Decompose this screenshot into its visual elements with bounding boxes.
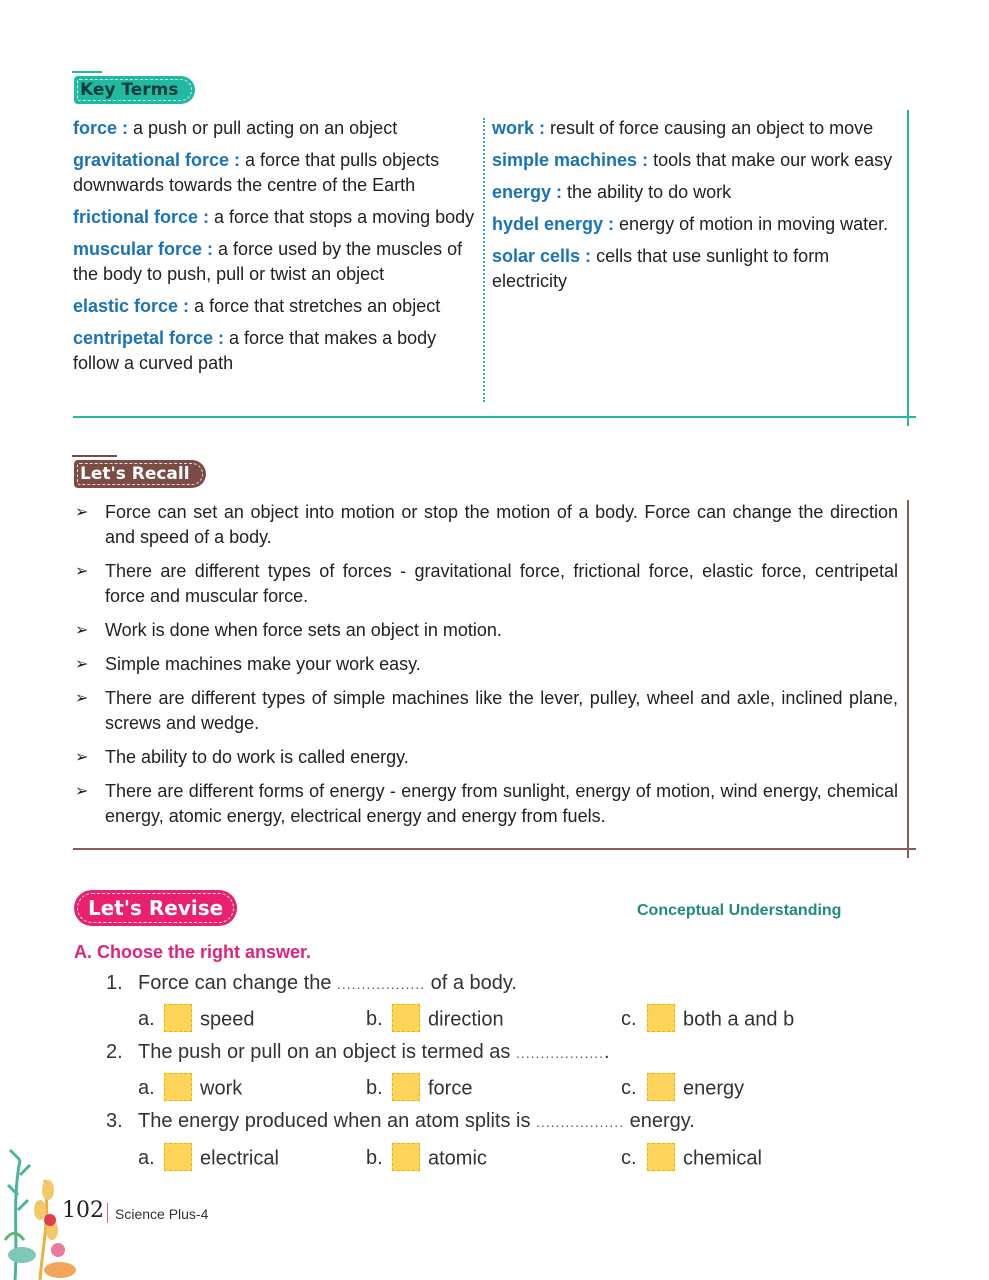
- key-term: force :: [73, 118, 129, 138]
- answer-checkbox[interactable]: [392, 1143, 420, 1171]
- answer-checkbox[interactable]: [164, 1073, 192, 1101]
- option-text: electrical: [200, 1147, 279, 1170]
- category-label: Conceptual Understanding: [637, 902, 842, 919]
- answer-blank: ..................: [516, 1045, 605, 1061]
- key-term: simple machines :: [492, 150, 649, 170]
- key-term-item: [492, 180, 902, 205]
- key-term-item: [73, 294, 478, 319]
- option-letter: b.: [366, 1077, 383, 1100]
- option-text: energy: [683, 1077, 745, 1100]
- key-term-item: [492, 212, 902, 237]
- key-terms-right-column: [492, 116, 902, 301]
- answer-blank: ..................: [337, 976, 426, 992]
- key-term-item: [73, 148, 478, 198]
- option-letter: a.: [138, 1077, 155, 1100]
- key-term: hydel energy :: [492, 214, 615, 234]
- question-text: energy.: [624, 1110, 695, 1132]
- frame-line: [907, 110, 909, 426]
- arrow-bullet-icon: ➢: [75, 504, 89, 521]
- option-letter: c.: [621, 1008, 637, 1031]
- answer-option[interactable]: [621, 1006, 794, 1034]
- key-term-definition: the ability to do work: [562, 182, 732, 202]
- recall-list: [73, 500, 898, 838]
- arrow-bullet-icon: ➢: [75, 563, 89, 580]
- answer-checkbox[interactable]: [647, 1073, 675, 1101]
- question: [106, 1110, 695, 1133]
- key-term-item: [73, 205, 478, 230]
- recall-text: The ability to do work is called energy.: [105, 747, 409, 767]
- option-text: speed: [200, 1008, 255, 1031]
- plant-illustration-icon: [0, 1100, 80, 1280]
- question-number: 1.: [106, 972, 123, 994]
- list-item: [73, 559, 898, 609]
- frame-line: [907, 500, 909, 858]
- key-terms-left-column: [73, 116, 478, 383]
- option-letter: b.: [366, 1008, 383, 1031]
- option-text: chemical: [683, 1147, 762, 1170]
- option-text: atomic: [428, 1147, 487, 1170]
- question-text: Force can change the: [138, 972, 338, 994]
- list-item: [73, 745, 898, 770]
- answer-checkbox[interactable]: [647, 1143, 675, 1171]
- option-letter: c.: [621, 1077, 637, 1100]
- question-text: of a body.: [425, 972, 517, 994]
- key-term-definition: a push or pull acting on an object: [128, 118, 398, 138]
- recall-text: Force can set an object into motion or stop the motion of a body. Force can change the direction and speed of a body.: [105, 502, 898, 547]
- option-letter: a.: [138, 1008, 155, 1031]
- question-number: 2.: [106, 1041, 123, 1063]
- recall-text: There are different types of simple machines like the lever, pulley, wheel and axle, inclined plane, screws and wedge.: [105, 688, 898, 733]
- key-term: work :: [492, 118, 546, 138]
- frame-line: [73, 848, 916, 850]
- arrow-bullet-icon: ➢: [75, 749, 89, 766]
- answer-option[interactable]: [138, 1075, 242, 1103]
- answer-option[interactable]: [138, 1006, 255, 1034]
- page-number: 102: [62, 1198, 104, 1223]
- key-term: muscular force :: [73, 239, 214, 259]
- key-term-item: [73, 116, 478, 141]
- list-item: [73, 618, 898, 643]
- key-term-item: [492, 244, 902, 294]
- option-letter: a.: [138, 1147, 155, 1170]
- key-term-definition: a force used by the muscles of the body to push, pull or twist an object: [73, 239, 463, 284]
- answer-option[interactable]: [366, 1145, 487, 1173]
- book-title: Science Plus-4: [115, 1206, 209, 1222]
- key-term-definition: a force that makes a body follow a curved path: [73, 328, 437, 373]
- answer-checkbox[interactable]: [647, 1004, 675, 1032]
- key-term: frictional force :: [73, 207, 210, 227]
- question: [106, 1041, 610, 1064]
- option-text: work: [200, 1077, 243, 1100]
- key-term-definition: result of force causing an object to move: [545, 118, 874, 138]
- key-term-item: [492, 116, 902, 141]
- recall-text: Simple machines make your work easy.: [105, 654, 421, 674]
- footer-divider: [107, 1203, 108, 1223]
- option-letter: b.: [366, 1147, 383, 1170]
- question-number: 3.: [106, 1110, 123, 1132]
- key-term-item: [73, 326, 478, 376]
- answer-option[interactable]: [621, 1145, 762, 1173]
- recall-text: Work is done when force sets an object in motion.: [105, 620, 502, 640]
- arrow-bullet-icon: ➢: [75, 656, 89, 673]
- column-divider: [483, 118, 485, 402]
- recall-text: There are different types of forces - gravitational force, frictional force, elastic force, centripetal force and muscular force.: [105, 561, 898, 606]
- key-term: solar cells :: [492, 246, 592, 266]
- option-text: both a and b: [683, 1008, 795, 1031]
- recall-text: There are different forms of energy - energy from sunlight, energy of motion, wind energy, chemical energy, atomic energy, electrical energy and energy from fuels.: [105, 781, 898, 826]
- key-term-definition: a force that stretches an object: [189, 296, 441, 316]
- key-term: centripetal force :: [73, 328, 225, 348]
- option-text: force: [428, 1077, 473, 1100]
- option-text: direction: [428, 1008, 504, 1031]
- key-term: energy :: [492, 182, 563, 202]
- list-item: [73, 779, 898, 829]
- key-terms-heading: Key Terms: [74, 76, 195, 104]
- list-item: [73, 686, 898, 736]
- arrow-bullet-icon: ➢: [75, 690, 89, 707]
- arrow-bullet-icon: ➢: [75, 783, 89, 800]
- frame-line: [73, 416, 916, 418]
- answer-checkbox[interactable]: [392, 1004, 420, 1032]
- answer-checkbox[interactable]: [164, 1004, 192, 1032]
- arrow-bullet-icon: ➢: [75, 622, 89, 639]
- option-letter: c.: [621, 1147, 637, 1170]
- answer-option[interactable]: [366, 1006, 504, 1034]
- question-text: The energy produced when an atom splits is: [138, 1110, 536, 1132]
- decor-line: [72, 455, 117, 457]
- key-term-definition: energy of motion in moving water.: [614, 214, 889, 234]
- section-a-heading: A. Choose the right answer.: [74, 942, 312, 962]
- answer-blank: ..................: [536, 1114, 625, 1130]
- key-term-item: [73, 237, 478, 287]
- decor-line: [72, 71, 102, 73]
- key-term-item: [492, 148, 902, 173]
- key-term-definition: a force that pulls objects downwards towards the centre of the Earth: [73, 150, 440, 195]
- key-term-definition: cells that use sunlight to form electricity: [492, 246, 830, 291]
- lets-recall-heading: Let's Recall: [74, 460, 206, 488]
- key-term: gravitational force :: [73, 150, 241, 170]
- answer-option[interactable]: [138, 1145, 279, 1173]
- key-term-definition: a force that stops a moving body: [209, 207, 475, 227]
- question-text: The push or pull on an object is termed as: [138, 1041, 516, 1063]
- list-item: [73, 652, 898, 677]
- key-term-definition: tools that make our work easy: [648, 150, 893, 170]
- answer-checkbox[interactable]: [392, 1073, 420, 1101]
- answer-option[interactable]: [366, 1075, 472, 1103]
- key-term: elastic force :: [73, 296, 190, 316]
- question: [106, 972, 517, 995]
- answer-checkbox[interactable]: [164, 1143, 192, 1171]
- answer-option[interactable]: [621, 1075, 744, 1103]
- question-text: .: [604, 1041, 610, 1063]
- list-item: [73, 500, 898, 550]
- lets-revise-heading: Let's Revise: [74, 890, 237, 926]
